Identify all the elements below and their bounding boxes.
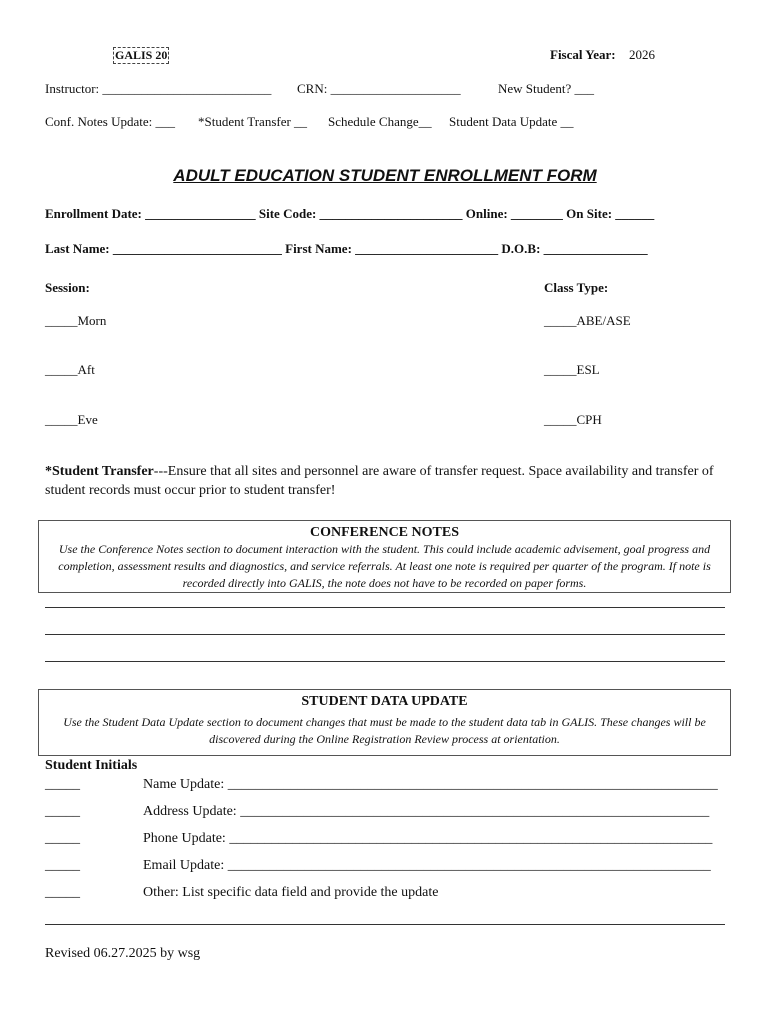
fiscal-year-label: Fiscal Year: xyxy=(550,47,616,62)
student-data-update-field[interactable]: Student Data Update __ xyxy=(449,114,574,129)
initials-blank-phone[interactable]: _____ xyxy=(45,831,80,846)
conference-notes-title: CONFERENCE NOTES xyxy=(310,525,459,540)
conference-notes-line-1[interactable] xyxy=(45,607,725,608)
class-option-abe-ase[interactable]: _____ABE/ASE xyxy=(544,313,631,328)
conference-notes-box xyxy=(38,520,731,593)
conf-notes-update-field[interactable]: Conf. Notes Update: ___ xyxy=(45,114,175,129)
class-option-esl[interactable]: _____ESL xyxy=(544,362,600,377)
conference-notes-line-2[interactable] xyxy=(45,634,725,635)
revision-footer: Revised 06.27.2025 by wsg xyxy=(45,946,201,961)
email-update-field[interactable]: Email Update: _____________________________________________________________________ xyxy=(143,858,711,873)
session-option-eve[interactable]: _____Eve xyxy=(45,412,98,427)
class-option-cph[interactable]: _____CPH xyxy=(544,412,602,427)
initials-blank-address[interactable]: _____ xyxy=(45,804,80,819)
student-transfer-field[interactable]: *Student Transfer __ xyxy=(198,114,308,129)
galis-version-label: GALIS 20 xyxy=(115,48,168,62)
instructor-field[interactable]: Instructor: __________________________ xyxy=(45,81,272,96)
initials-blank-email[interactable]: _____ xyxy=(45,858,80,873)
address-update-field[interactable]: Address Update: ___________________________________________________________________ xyxy=(143,804,710,819)
form-title: ADULT EDUCATION STUDENT ENROLLMENT FORM xyxy=(173,166,597,185)
class-type-label: Class Type: xyxy=(544,280,609,295)
other-update-line[interactable] xyxy=(45,924,725,925)
fiscal-year-value: 2026 xyxy=(629,47,655,62)
other-update-label: Other: List specific data field and provide the update xyxy=(143,885,439,900)
session-option-morn[interactable]: _____Morn xyxy=(45,313,107,328)
new-student-field[interactable]: New Student? ___ xyxy=(498,81,595,96)
student-data-update-instructions: Use the Student Data Update section to document changes that must be made to the student data tab in GALIS. These changes will be discovered during the Online Registration Review process at orientation. xyxy=(63,715,706,746)
session-option-aft[interactable]: _____Aft xyxy=(45,362,95,377)
conference-notes-line-3[interactable] xyxy=(45,661,725,662)
conference-notes-instructions: Use the Conference Notes section to document interaction with the student. This could include academic advisement, goal progress and completion, assessment results and diagnostics, and service referrals. At least one note is required per quarter of the program. If note is recorded directly into GALIS, the note does not have to be recorded on paper forms. xyxy=(58,542,711,590)
enrollment-info-row[interactable]: Enrollment Date: _________________ Site Code: ______________________ Online: ________ On Site: ______ xyxy=(45,206,655,221)
initials-blank-other[interactable]: _____ xyxy=(45,885,80,900)
student-data-update-box xyxy=(38,689,731,756)
schedule-change-field[interactable]: Schedule Change__ xyxy=(328,114,432,129)
name-dob-row[interactable]: Last Name: __________________________ First Name: ______________________ D.O.B: ________________ xyxy=(45,241,648,256)
crn-field[interactable]: CRN: ____________________ xyxy=(297,81,461,96)
student-transfer-note xyxy=(45,462,725,500)
session-label: Session: xyxy=(45,280,90,295)
student-initials-label: Student Initials xyxy=(45,758,138,773)
student-transfer-note-lead: *Student Transfer xyxy=(45,464,154,479)
student-transfer-note-text: ---Ensure that all sites and personnel are aware of transfer request. Space availability and transfer of student records must occur prior to student transfer! xyxy=(45,464,714,498)
phone-update-field[interactable]: Phone Update: _____________________________________________________________________ xyxy=(143,831,713,846)
student-data-update-title: STUDENT DATA UPDATE xyxy=(301,694,468,709)
initials-blank-name[interactable]: _____ xyxy=(45,777,80,792)
name-update-field[interactable]: Name Update: ______________________________________________________________________ xyxy=(143,777,718,792)
